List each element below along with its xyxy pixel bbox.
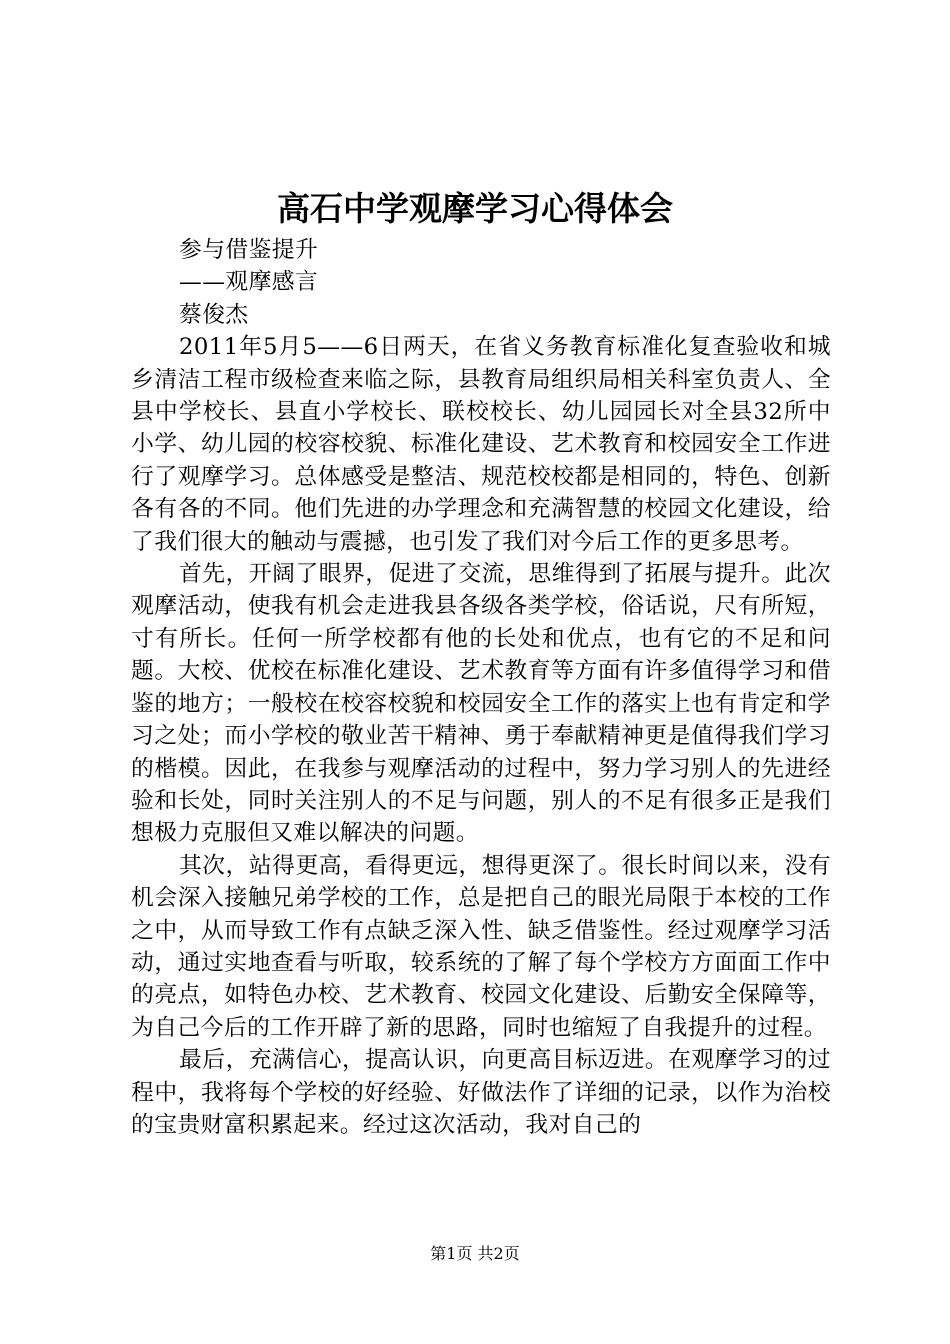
document-title: 高石中学观摩学习心得体会 xyxy=(277,189,673,228)
document-subtitle: 参与借鉴提升 xyxy=(179,237,319,263)
paragraph-intro: 2011年5月5——6日两天，在省义务教育标准化复查验收和城乡清洁工程市级检查来临之际，县教育局组织局相关科室负责人、全县中学校长、县直小学校长、联校校长、幼儿园园长对全县32所中小学、幼儿园的校容校貌、标准化建设、艺术教育和校园安全工作进行了观摩学习。总体感受是整洁、规范校校都是相同的，特色、创新各有各的不同。他们先进的办学理念和充满智慧的校园文化建设，给了我们很大的触动与震撼，也引发了我们对今后工作的更多思考。 xyxy=(131,334,831,555)
document-author: 蔡俊杰 xyxy=(179,301,249,328)
document-subtitle-secondary: ——观摩感言 xyxy=(179,269,319,296)
page-footer: 第1页 共2页 xyxy=(430,1244,520,1263)
paragraph-first: 首先，开阔了眼界，促进了交流，思维得到了拓展与提升。此次观摩活动，使我有机会走进我县各级各类学校，俗话说，尺有所短，寸有所长。任何一所学校都有他的长处和优点，也有它的不足和问题。大校、优校在标准化建设、艺术教育等方面有许多值得学习和借鉴的地方；一般校在校容校貌和校园安全工作的落实上也有肯定和学习之处；而小学校的敬业苦干精神、勇于奉献精神更是值得我们学习的楷模。因此，在我参与观摩活动的过程中，努力学习别人的先进经验和长处，同时关注别人的不足与问题，别人的不足有很多正是我们想极力克服但又难以解决的问题。 xyxy=(131,561,831,847)
document-body xyxy=(131,234,831,1141)
paragraph-second: 其次，站得更高，看得更远，想得更深了。很长时间以来，没有机会深入接触兄弟学校的工作，总是把自己的眼光局限于本校的工作之中，从而导致工作有点缺乏深入性、缺乏借鉴性。经过观摩学习活动，通过实地查看与听取，较系统的了解了每个学校方方面面工作中的亮点，如特色办校、艺术教育、校园文化建设、后勤安全保障等，为自己今后的工作开辟了新的思路，同时也缩短了自我提升的过程。 xyxy=(131,852,831,1041)
paragraph-last: 最后，充满信心，提高认识，向更高目标迈进。在观摩学习的过程中，我将每个学校的好经验、好做法作了详细的记录，以作为治校的宝贵财富积累起来。经过这次活动，我对自己的 xyxy=(131,1047,831,1138)
